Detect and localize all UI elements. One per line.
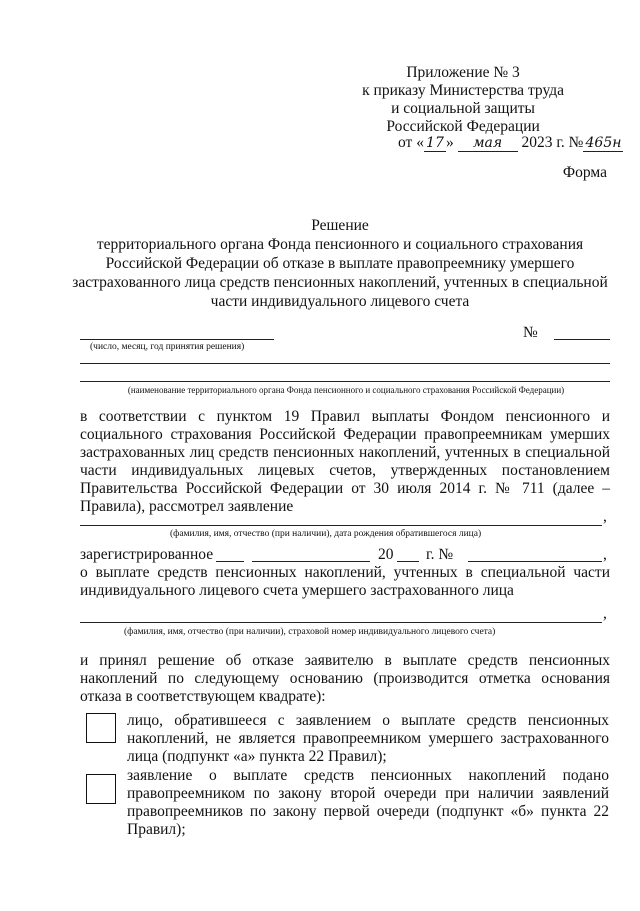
deceased-comma: ,: [603, 605, 607, 622]
document-title: [70, 216, 610, 311]
reg-day-line[interactable]: [216, 561, 244, 562]
order-number: 465н: [583, 135, 623, 152]
option-b-checkbox[interactable]: [86, 774, 116, 804]
date-quote-close: »: [445, 134, 454, 151]
registered-label: зарегистрированное: [80, 546, 214, 563]
title-line-4: застрахованного лица средств пенсионных накоплений, учтенных в специальной: [72, 274, 608, 291]
form-label: Форма: [562, 164, 607, 181]
option-a-checkbox[interactable]: [86, 713, 116, 743]
decision-paragraph: и принял решение об отказе заявителю в выплате средств пенсионных накоплений по следующему основанию (производится отметка основания отказа в соответствующем квадрате):: [80, 652, 610, 705]
org-caption: (наименование территориального органа Фонда пенсионного и социального страхования Российской Федерации): [127, 385, 565, 395]
title-line-2: территориального органа Фонда пенсионного и социального страхования: [96, 236, 584, 253]
reg-year-label: 20: [378, 546, 394, 563]
deceased-caption: (фамилия, имя, отчество (при наличии), страховой номер индивидуального лицевого счета): [124, 627, 496, 637]
applicant-line[interactable]: [80, 525, 602, 526]
decision-date-line[interactable]: [80, 339, 274, 340]
date-prefix: от «: [398, 134, 424, 151]
ministry-line: и социальной защиты: [391, 100, 535, 117]
reg-number-line[interactable]: [468, 561, 602, 562]
title-line-5: части индивидуального лицевого счета: [210, 293, 470, 310]
order-day: 17: [424, 135, 446, 152]
option-a-text: лицо, обратившееся с заявлением о выплате средств пенсионных накоплений, не является правопреемником умершего застрахованного лица (подпункт «а» пункта 22 Правил);: [127, 712, 609, 765]
decision-number-line[interactable]: [554, 339, 610, 340]
reg-comma: ,: [603, 546, 607, 563]
decision-number-label: №: [523, 324, 538, 341]
reg-year-line[interactable]: [397, 561, 419, 562]
order-date: [398, 134, 623, 152]
appendix-number: Приложение № 3: [406, 64, 520, 81]
country-line: Российской Федерации: [386, 118, 540, 135]
order-month: мая: [458, 135, 518, 152]
reg-month-line[interactable]: [252, 561, 370, 562]
reg-number-label: г. №: [426, 546, 454, 563]
order-year: 2023 г. №: [521, 134, 584, 151]
rules-paragraph: в соответствии с пунктом 19 Правил выплаты Фондом пенсионного и социального страхования Российской Федерации правопреемникам умерших застрахованных лиц средств пенсионных накоплений, учтенных в специальной части индивидуальных лицевых счетов, утвержденных постановлением Правительства Российской Федерации от 30 июля 2014 г. № 711 (далее – Правила), рассмотрел заявление: [80, 408, 610, 515]
applicant-caption: (фамилия, имя, отчество (при наличии), дата рождения обратившегося лица): [170, 529, 482, 539]
title-line-1: Решение: [311, 217, 369, 234]
applicant-comma: ,: [603, 508, 607, 525]
title-line-3: Российской Федерации об отказе в выплате правопреемнику умершего: [105, 255, 575, 272]
payment-paragraph: о выплате средств пенсионных накоплений, учтенных в специальной части индивидуального лицевого счета умершего застрахованного лица: [80, 564, 610, 599]
org-name-line-1[interactable]: [80, 363, 610, 364]
option-b-text: заявление о выплате средств пенсионных накоплений подано правопреемником по закону второй очереди при наличии заявлений правопреемников по закону первой очереди (подпункт «б» пункта 22 Правил);: [127, 767, 609, 838]
org-name-line-2[interactable]: [80, 381, 610, 382]
date-caption: (число, месяц, год принятия решения): [90, 342, 245, 352]
appendix-header: [362, 64, 564, 136]
deceased-line[interactable]: [80, 622, 602, 623]
order-line: к приказу Министерства труда: [362, 82, 564, 99]
